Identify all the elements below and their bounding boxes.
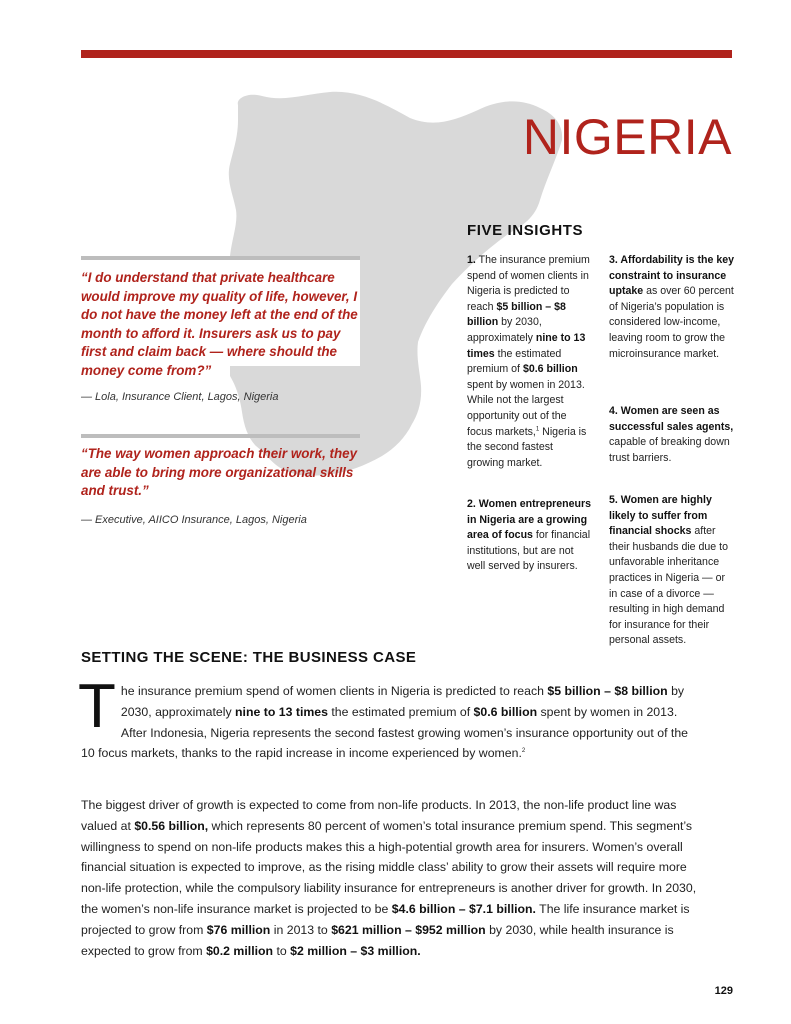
body-text: he insurance premium spend of women clients in Nigeria is predicted to reach (120, 684, 548, 698)
body-text: The life insurance market is projected to grow from (81, 901, 690, 937)
quote-divider-rule (81, 434, 360, 438)
insight-number: 5. (609, 494, 618, 506)
body-highlight: $0.2 million (206, 943, 274, 958)
insight-4 (609, 404, 734, 466)
body-text: which represents 80 percent of women’s total insurance premium spend. This segment’s willingness to spend on non-life products makes this a high-potential growth area for insurers. Women’s overall financial situation is expected to improve, as the rising middle class’ ability to grow their assets will require more non-life protection, while the compulsory liability insurance for entrepreneurs is another driver for growth. In 2030, the women’s non-life insurance market is projected to be (81, 818, 697, 916)
body-text: by 2030, approximately (120, 684, 685, 719)
body-text: in 2013 to (270, 922, 332, 937)
body-highlight: $0.6 billion (473, 704, 538, 719)
body-text: The biggest driver of growth is expected to come from non-life products. In 2013, the non-life product line was valued at (81, 798, 677, 833)
insight-1 (467, 253, 592, 471)
insight-3 (609, 253, 737, 362)
body-paragraph-2 (81, 795, 703, 961)
body-text: spent by women in 2013. After Indonesia, Nigeria represents the second fastest growing women’s insurance opportunity out of the 10 focus markets, thanks to the rapid increase in income experienced by women. (81, 704, 688, 761)
insight-text: capable of breaking down trust barriers. (609, 436, 730, 464)
body-highlight: $0.56 billion, (134, 818, 209, 833)
body-highlight: $621 million – $952 million (331, 922, 486, 937)
insight-text: The insurance premium spend of women clients in Nigeria is predicted to reach (467, 254, 590, 313)
insight-text: after their husbands die due to unfavorable inheritance practices in Nigeria — or in case of a divorce — resulting in high demand for insurance for their personal assets. (609, 525, 728, 647)
insight-text: spent by women in 2013. While not the largest opportunity out of the focus markets, (467, 378, 585, 438)
drop-cap: T (78, 672, 116, 741)
insight-highlight: $5 billion – $8 billion (467, 300, 566, 329)
quote-attribution: — Lola, Insurance Client, Lagos, Nigeria (81, 391, 279, 403)
body-text: the estimated premium of (327, 704, 474, 719)
insight-number: 4. (609, 405, 618, 417)
insight-number: 2. (467, 498, 476, 510)
body-paragraph-1 (78, 672, 703, 764)
pull-quote: “I do understand that private healthcare would improve my quality of life, however, I do not have the money left at the end of the month to afford it. Insurers ask us to pay first and claim back — where should the money come from?” (81, 270, 358, 378)
insight-highlight: nine to 13 times (467, 331, 586, 360)
insight-text: Nigeria is the second fastest growing market. (467, 425, 587, 469)
insight-5 (609, 493, 734, 649)
insight-2 (467, 497, 592, 575)
insight-text: by 2030, approximately (467, 316, 542, 344)
insight-text: the estimated premium of (467, 347, 562, 376)
insight-number: 3. (609, 254, 618, 266)
insight-highlight: $0.6 billion (522, 363, 578, 376)
body-highlight: nine to 13 times (235, 704, 328, 719)
insight-highlight: Women entrepreneurs in Nigeria are a growing area of focus (467, 498, 592, 542)
quote-divider-rule (81, 256, 360, 260)
insight-text: for financial institutions, but are not well served by insurers. (467, 529, 591, 573)
country-title: NIGERIA (522, 109, 732, 165)
pull-quote: “The way women approach their work, they are able to bring more organizational skills and trust.” (81, 446, 358, 499)
quote-attribution: — Executive, AIICO Insurance, Lagos, Nigeria (81, 514, 307, 526)
insight-text: as over 60 percent of Nigeria’s population is considered low-income, leaving room to grow the microinsurance market. (609, 285, 734, 360)
page-number: 129 (714, 985, 733, 997)
body-highlight: $4.6 billion – $7.1 billion. (391, 901, 536, 916)
insight-number: 1. (467, 254, 476, 266)
footnote-marker: 1 (535, 426, 540, 432)
footnote-marker: 2 (521, 748, 526, 755)
insight-highlight: Women are highly likely to suffer from financial shocks (609, 494, 712, 538)
body-highlight: $5 billion – $8 billion (547, 684, 668, 698)
body-highlight: $76 million (206, 922, 271, 937)
insights-heading: FIVE INSIGHTS (467, 222, 584, 239)
body-text: by 2030, while health insurance is expected to grow from (81, 922, 674, 958)
section-heading: SETTING THE SCENE: THE BUSINESS CASE (81, 649, 417, 666)
body-highlight: $2 million – $3 million. (290, 943, 421, 958)
body-text: to (273, 943, 291, 958)
insight-highlight: Women are seen as successful sales agents, (609, 405, 734, 433)
insight-highlight: Affordability is the key constraint to insurance uptake (609, 254, 735, 298)
